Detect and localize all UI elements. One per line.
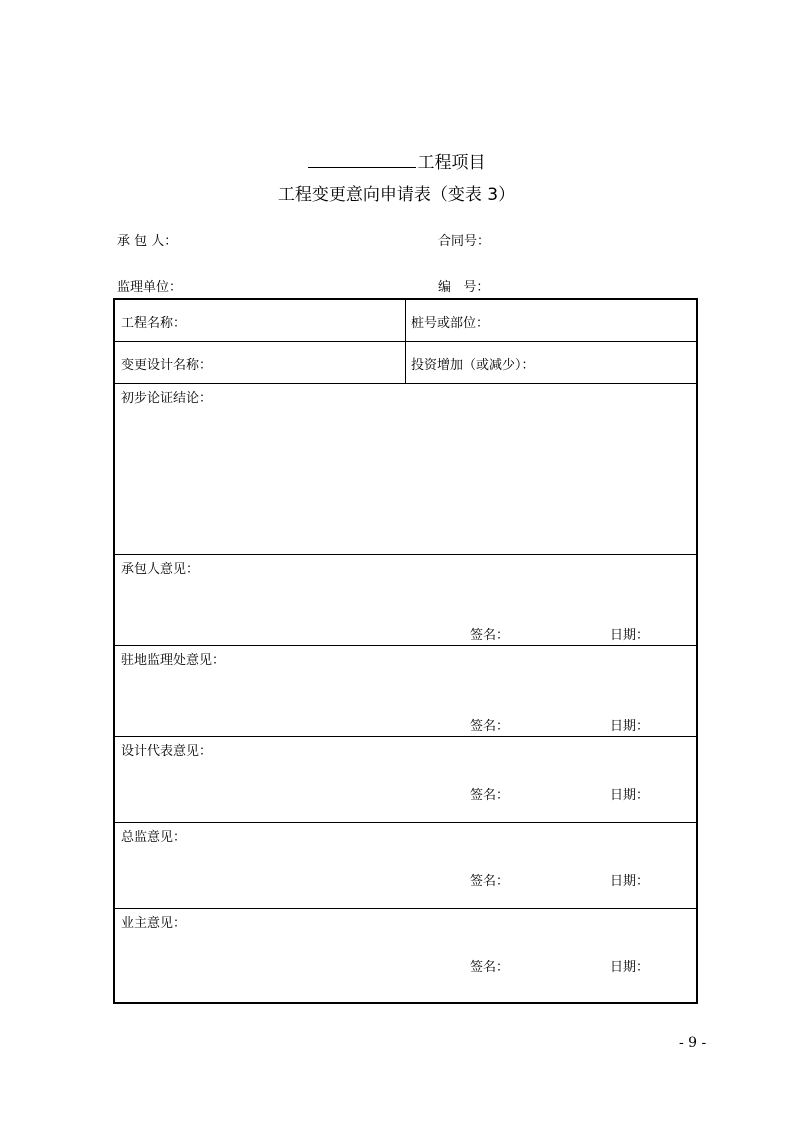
date-label: 日期： [610, 960, 650, 975]
opinion-section [115, 909, 696, 1002]
project-title-suffix: 工程项目 [417, 153, 486, 173]
design-change-row [115, 342, 696, 384]
date-label: 日期： [610, 719, 650, 734]
opinion-section [115, 555, 696, 646]
project-name-blank [308, 150, 416, 168]
project-name-row [115, 300, 696, 342]
project-name-label: 工程名称： [121, 316, 187, 331]
opinion-label: 设计代表意见： [121, 744, 213, 759]
opinion-label: 业主意见： [121, 916, 187, 931]
opinion-label: 承包人意见： [121, 562, 200, 577]
sign-label: 签名： [470, 788, 510, 803]
supervisor-label: 监理单位： [117, 280, 183, 295]
serial-no-label: 编 号： [438, 280, 490, 295]
opinion-section [115, 646, 696, 737]
sign-label: 签名： [470, 719, 510, 734]
preliminary-label: 初步论证结论： [121, 391, 213, 406]
station-label: 桩号或部位： [411, 316, 490, 331]
sign-label: 签名： [470, 874, 510, 889]
investment-label: 投资增加（或减少）： [411, 358, 535, 373]
opinion-section [115, 823, 696, 909]
contractor-label: 承 包 人： [117, 234, 178, 249]
date-label: 日期： [610, 628, 650, 643]
date-label: 日期： [610, 874, 650, 889]
sign-label: 签名： [470, 628, 510, 643]
opinion-section [115, 737, 696, 823]
date-label: 日期： [610, 788, 650, 803]
change-request-form [113, 298, 698, 1004]
sign-label: 签名： [470, 960, 510, 975]
project-title [0, 150, 793, 174]
design-change-name-label: 变更设计名称： [121, 358, 213, 373]
opinion-label: 总监意见： [121, 830, 187, 845]
contract-no-label: 合同号： [438, 234, 491, 249]
opinion-label: 驻地监理处意见： [121, 653, 226, 668]
form-title: 工程变更意向申请表（变表 3） [277, 185, 516, 205]
page-number: - 9 - [679, 1035, 707, 1051]
preliminary-row [115, 384, 696, 555]
